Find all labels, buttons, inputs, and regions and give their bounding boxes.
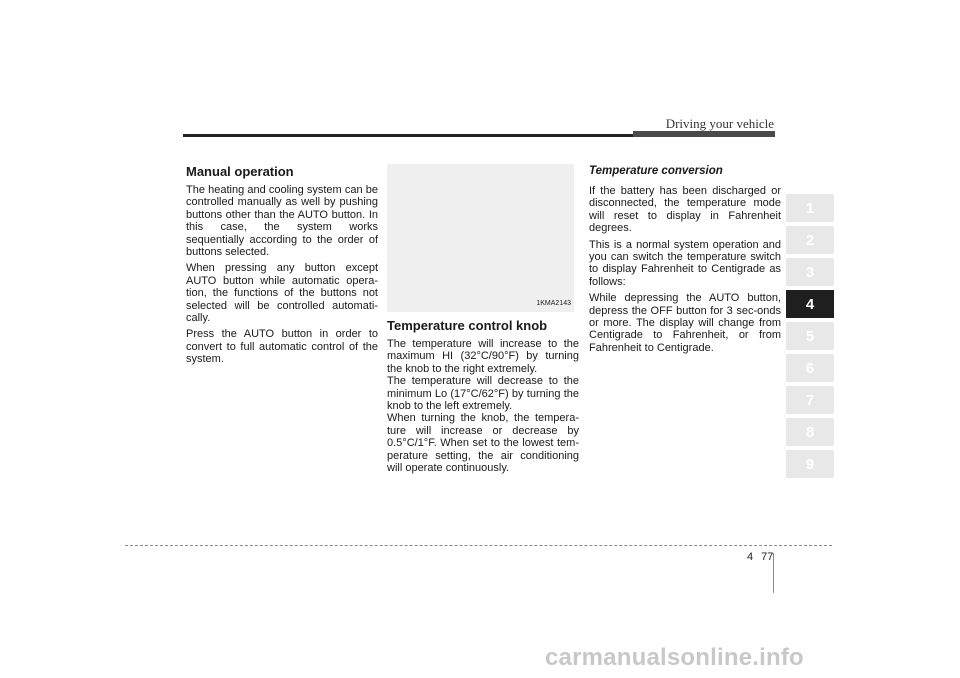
temperature-conversion-column xyxy=(589,164,781,358)
chapter-tab-8[interactable]: 8 xyxy=(786,418,834,446)
chapter-tab-6[interactable]: 6 xyxy=(786,354,834,382)
manual-operation-paragraph: Press the AUTO button in order to convert to full automatic control of the system. xyxy=(186,328,378,366)
page-number xyxy=(747,551,781,563)
chapter-tab-7[interactable]: 7 xyxy=(786,386,834,414)
chapter-tab-5[interactable]: 5 xyxy=(786,322,834,350)
figure-placeholder xyxy=(387,164,574,312)
footer-chapter: 4 xyxy=(747,551,754,563)
temperature-knob-column xyxy=(387,164,579,474)
temperature-conversion-paragraph: If the battery has been discharged or disconnected, the temperature mode will reset to display in Fahrenheit degrees. xyxy=(589,185,781,235)
manual-operation-paragraph: When pressing any button except AUTO button while automatic opera-tion, the functions of the buttons not selected will be controlled automati-cally. xyxy=(186,262,378,325)
chapter-tab-2[interactable]: 2 xyxy=(786,226,834,254)
temperature-knob-heading: Temperature control knob xyxy=(387,318,548,333)
temperature-conversion-heading: Temperature conversion xyxy=(589,165,723,177)
temperature-knob-paragraph: When turning the knob, the tempera-ture will increase or decrease by 0.5°C/1°F. When set to the lowest tem-perature setting, the air conditioning will operate continuously. xyxy=(387,412,579,475)
temperature-conversion-paragraph: This is a normal system operation and you can switch the temperature switch to display Fahrenheit to Centigrade as follows: xyxy=(589,238,781,288)
footer-dashed-rule xyxy=(125,545,832,546)
chapter-tab-4[interactable]: 4 xyxy=(786,290,834,318)
chapter-tab-1[interactable]: 1 xyxy=(786,194,834,222)
manual-operation-paragraph: The heating and cooling system can be controlled manually as well by pushing buttons other than the AUTO button. In this case, the system works sequentially according to the order of buttons selected. xyxy=(186,184,378,259)
temperature-knob-paragraph: The temperature will increase to the maximum HI (32°C/90°F) by turning the knob to the right extremely. xyxy=(387,338,579,375)
chapter-tab-3[interactable]: 3 xyxy=(786,258,834,286)
section-title: Driving your vehicle xyxy=(665,116,774,131)
chapter-tabs xyxy=(786,194,834,482)
temperature-knob-paragraph: The temperature will decrease to the minimum Lo (17°C/62°F) by turning the knob to the left extremely. xyxy=(387,375,579,413)
chapter-tab-9[interactable]: 9 xyxy=(786,450,834,478)
footer-page: 77 xyxy=(761,551,774,563)
watermark[interactable]: carmanualsonline.info xyxy=(545,644,804,671)
temperature-conversion-paragraph: While depressing the AUTO button, depress the OFF button for 3 sec-onds or more. The display will change from Centigrade to Fahrenheit, or from Fahrenheit to Centigrade. xyxy=(589,292,781,354)
title-rule-accent xyxy=(633,131,775,137)
manual-operation-heading: Manual operation xyxy=(186,164,294,179)
manual-operation-column xyxy=(186,164,378,370)
figure-code: 1KMA2143 xyxy=(536,299,571,307)
